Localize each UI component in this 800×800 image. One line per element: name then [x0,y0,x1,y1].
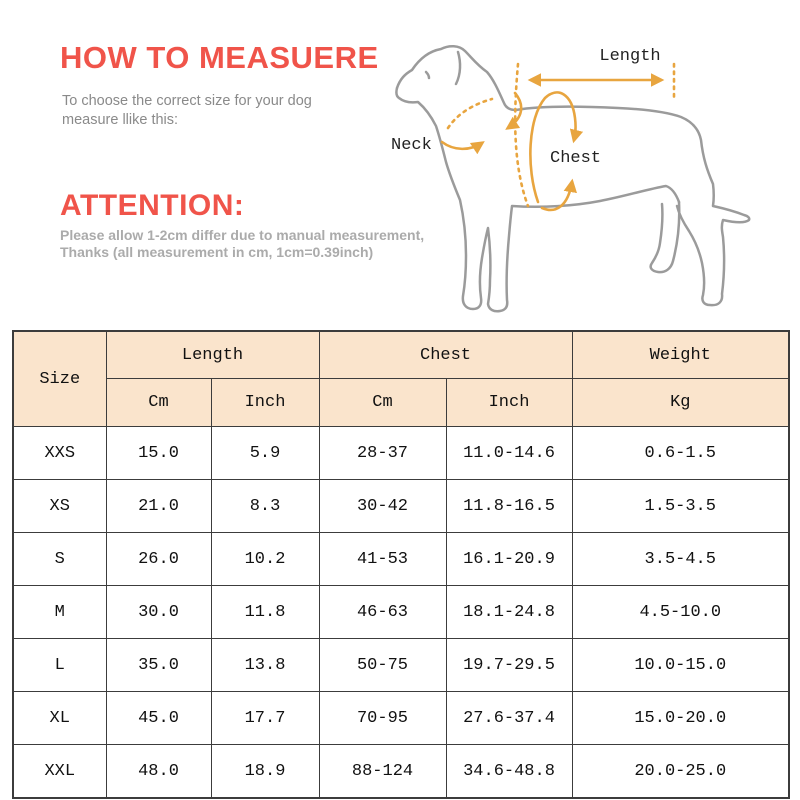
cell-length-cm: 35.0 [106,639,211,692]
intro-subtitle-line2: measure llike this: [62,112,179,128]
cell-chest-inch: 27.6-37.4 [446,692,572,745]
neck-arrow [442,142,482,149]
table-row-xs [13,480,789,533]
table-row-xl [13,692,789,745]
cell-weight-kg: 20.0-25.0 [572,745,789,799]
cell-weight-kg: 4.5-10.0 [572,586,789,639]
cell-chest-cm: 46-63 [319,586,446,639]
header-length-cm: Cm [106,379,211,427]
cell-length-inch: 5.9 [211,427,319,480]
neck-dashed-arc [448,99,492,128]
dog-ear-line [456,52,460,84]
cell-chest-inch: 19.7-29.5 [446,639,572,692]
header-weight: Weight [572,331,789,379]
attention-note-line2: Thanks (all measurement in cm, 1cm=0.39inch) [60,244,374,260]
cell-length-inch: 17.7 [211,692,319,745]
attention-note-line1: Please allow 1-2cm differ due to manual measurement, [60,227,425,243]
cell-chest-cm: 28-37 [319,427,446,480]
cell-chest-inch: 34.6-48.8 [446,745,572,799]
dog-measurement-diagram [378,18,800,330]
cell-weight-kg: 3.5-4.5 [572,533,789,586]
chest-label: Chest [550,149,602,168]
length-label: Length [599,47,661,66]
cell-size: M [13,586,106,639]
cell-length-inch: 8.3 [211,480,319,533]
cell-length-inch: 18.9 [211,745,319,799]
girth-dashed-line [515,64,528,206]
intro-subtitle-line1: To choose the correct size for your dog [62,93,312,109]
cell-length-inch: 10.2 [211,533,319,586]
cell-chest-cm: 30-42 [319,480,446,533]
intro-subtitle [62,92,362,130]
cell-size: XS [13,480,106,533]
cell-size: XL [13,692,106,745]
cell-weight-kg: 1.5-3.5 [572,480,789,533]
table-row-xxl [13,745,789,799]
table-header-row-units [13,379,789,427]
page-title: HOW TO MEASUERE [60,40,379,75]
cell-length-cm: 15.0 [106,427,211,480]
cell-size: L [13,639,106,692]
dog-far-hind-leg [651,202,680,272]
cell-length-cm: 21.0 [106,480,211,533]
cell-weight-kg: 10.0-15.0 [572,639,789,692]
cell-weight-kg: 15.0-20.0 [572,692,789,745]
header-chest-cm: Cm [319,379,446,427]
cell-length-cm: 26.0 [106,533,211,586]
chest-loop-arrow [530,92,575,202]
cell-chest-inch: 16.1-20.9 [446,533,572,586]
header-weight-kg: Kg [572,379,789,427]
cell-length-cm: 30.0 [106,586,211,639]
table-header-row-groups [13,331,789,379]
header-chest: Chest [319,331,572,379]
cell-chest-cm: 88-124 [319,745,446,799]
cell-weight-kg: 0.6-1.5 [572,427,789,480]
table-row-m [13,586,789,639]
table-row-s [13,533,789,586]
cell-chest-cm: 41-53 [319,533,446,586]
cell-chest-cm: 50-75 [319,639,446,692]
cell-size: XXS [13,427,106,480]
table-row-xxs [13,427,789,480]
cell-chest-inch: 18.1-24.8 [446,586,572,639]
cell-size: S [13,533,106,586]
cell-chest-inch: 11.0-14.6 [446,427,572,480]
table-row-l [13,639,789,692]
cell-length-cm: 48.0 [106,745,211,799]
size-table [12,330,790,799]
cell-size: XXL [13,745,106,799]
cell-chest-cm: 70-95 [319,692,446,745]
header-chest-inch: Inch [446,379,572,427]
attention-title: ATTENTION: [60,189,245,222]
header-length: Length [106,331,319,379]
dog-eye [426,72,429,78]
header-size: Size [13,331,106,427]
neck-label: Neck [391,136,432,155]
header-length-inch: Inch [211,379,319,427]
cell-chest-inch: 11.8-16.5 [446,480,572,533]
cell-length-inch: 13.8 [211,639,319,692]
cell-length-inch: 11.8 [211,586,319,639]
cell-length-cm: 45.0 [106,692,211,745]
